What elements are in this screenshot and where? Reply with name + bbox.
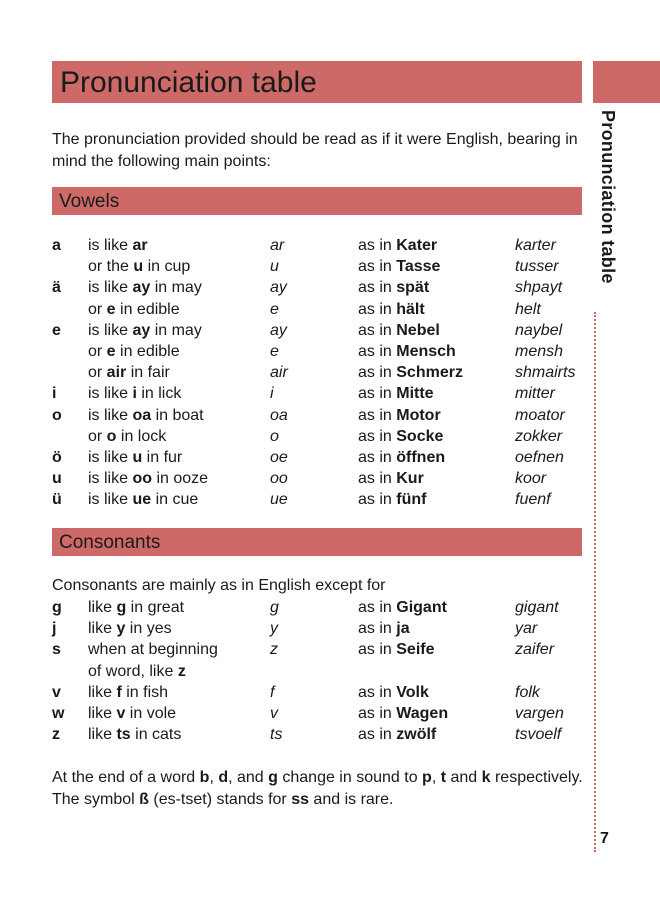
consonants-heading-bar [52, 528, 582, 556]
outro-bold: g [268, 769, 278, 786]
description-key: air [106, 364, 127, 382]
description [88, 703, 176, 724]
example-prefix: as in [358, 385, 397, 403]
outro-bold: b [199, 769, 210, 786]
description-text: in fish [121, 683, 169, 701]
description-text: in may [150, 279, 202, 297]
description-text: is like [88, 321, 133, 339]
example-prefix: as in [358, 258, 397, 276]
table-row [52, 426, 592, 447]
consonants-heading: Consonants [59, 532, 161, 553]
example-word: Seife [396, 641, 435, 659]
example-word: Kater [396, 237, 438, 254]
outro-text: respectively. The symbol [52, 769, 583, 808]
example [358, 618, 410, 639]
table-row [52, 447, 592, 468]
dotted-margin-rule [594, 312, 596, 852]
description-text: like [88, 683, 117, 701]
description-key: v [116, 705, 126, 722]
example [358, 299, 425, 320]
example-prefix: as in [358, 620, 397, 638]
description-text: in ooze [152, 470, 209, 488]
pronunciation: naybel [515, 321, 563, 339]
sound-symbol: e [270, 300, 279, 318]
outro-text: and [446, 769, 482, 786]
example [358, 489, 426, 510]
example [358, 724, 436, 745]
pronunciation: yar [515, 620, 538, 638]
letter: ü [52, 491, 62, 509]
outro-bold: k [481, 769, 491, 786]
table-row [52, 489, 592, 510]
pronunciation: mensh [515, 343, 564, 360]
sound-symbol: f [270, 683, 275, 701]
example [358, 447, 445, 468]
description-text: in vole [125, 705, 177, 722]
letter: u [52, 470, 62, 488]
description-key: z [177, 662, 186, 680]
pronunciation: mitter [515, 385, 555, 403]
description [88, 426, 166, 447]
description-text: in cats [130, 726, 182, 744]
description-key: oa [132, 406, 152, 424]
pronunciation: shmairts [515, 364, 576, 382]
pronunciation: oefnen [515, 449, 564, 466]
description-text: in great [126, 599, 185, 616]
example [358, 426, 443, 447]
outro-bold: p [422, 769, 432, 786]
example-prefix: as in [358, 406, 397, 424]
description-text: in lock [116, 427, 167, 445]
example-prefix: as in [358, 364, 397, 382]
table-row [52, 468, 592, 489]
description-key: e [106, 343, 116, 360]
table-row [52, 277, 592, 298]
example-word: hält [396, 300, 425, 318]
pronunciation: moator [515, 406, 565, 424]
example [358, 682, 429, 703]
pronunciation: shpayt [515, 279, 563, 297]
pronunciation: zokker [515, 427, 563, 445]
outro-bold: ß [139, 791, 149, 808]
sound-symbol: z [270, 641, 278, 659]
example [358, 383, 434, 404]
description [88, 320, 202, 341]
example [358, 235, 437, 256]
description [88, 405, 204, 426]
letter: s [52, 641, 61, 659]
table-row [52, 405, 592, 426]
example-word: Wagen [396, 705, 449, 722]
example [358, 256, 440, 277]
description-text: or the [88, 258, 134, 276]
outro-bold: ss [291, 791, 309, 808]
example-word: Mitte [396, 385, 434, 403]
example-word: öffnen [396, 449, 446, 466]
description [88, 362, 170, 383]
description-text: when at beginning [88, 641, 218, 659]
description-key: ay [132, 321, 151, 339]
sound-symbol: air [270, 364, 288, 382]
sound-symbol: oa [270, 406, 288, 424]
example-word: Socke [396, 427, 444, 445]
description-text: like [88, 705, 117, 722]
description-text: in boat [151, 406, 204, 424]
example [358, 341, 456, 362]
intro-paragraph: The pronunciation provided should be read as if it were English, bearing in mind the following main points: [52, 131, 578, 170]
description-text: or [88, 427, 107, 445]
table-row [52, 362, 592, 383]
description [88, 447, 182, 468]
example-word: Volk [396, 683, 429, 701]
outro-text: , [431, 769, 441, 786]
description-text: or [88, 343, 107, 360]
side-tab-marker [593, 61, 660, 103]
sound-symbol: v [270, 705, 278, 722]
description [88, 489, 198, 510]
letter: j [52, 620, 57, 638]
outro-text: and is rare. [308, 791, 394, 808]
description [88, 341, 180, 362]
table-row [52, 618, 592, 639]
description-key: f [116, 683, 122, 701]
pronunciation: tsvoelf [515, 726, 562, 744]
table-row [52, 639, 592, 660]
table-row [52, 256, 592, 277]
table-row [52, 597, 592, 618]
example [358, 468, 424, 489]
sound-symbol: ts [270, 726, 283, 744]
sound-symbol: ay [270, 279, 287, 297]
description [88, 299, 180, 320]
example-prefix: as in [358, 300, 397, 318]
table-row [52, 341, 592, 362]
outro-text: (es-tset) stands for [148, 791, 292, 808]
sound-symbol: o [270, 427, 279, 445]
description-key: ar [132, 237, 148, 254]
table-row [52, 320, 592, 341]
description-key: ay [132, 279, 151, 297]
vowels-heading: Vowels [59, 191, 120, 212]
description-text: in edible [115, 343, 180, 360]
outro-text: , and [228, 769, 269, 786]
table-row [52, 661, 592, 682]
description [88, 256, 190, 277]
description-text: is like [88, 385, 133, 403]
description-key: ue [132, 491, 152, 509]
description-text: of word, like [88, 662, 178, 680]
description-key: oo [132, 470, 152, 488]
sound-symbol: y [270, 620, 278, 638]
example-word: Schmerz [396, 364, 463, 382]
example [358, 597, 447, 618]
pronunciation: gigant [515, 599, 559, 616]
pronunciation: fuenf [515, 491, 551, 509]
description-key: u [133, 258, 144, 276]
example-prefix: as in [358, 237, 397, 254]
description-text: like [88, 599, 117, 616]
sound-symbol: u [270, 258, 279, 276]
description [88, 682, 168, 703]
outro-text: , [209, 769, 219, 786]
table-row [52, 383, 592, 404]
table-row [52, 703, 592, 724]
letter: ö [52, 449, 62, 466]
sound-symbol: ar [270, 237, 285, 254]
description [88, 235, 148, 256]
description-text: in fair [126, 364, 170, 382]
table-row [52, 235, 592, 256]
description-text: like [88, 726, 117, 744]
example-prefix: as in [358, 470, 397, 488]
description-key: g [116, 599, 127, 616]
description-key: u [132, 449, 143, 466]
example-prefix: as in [358, 321, 397, 339]
running-side-title: Pronunciation table [598, 110, 618, 284]
description-text: is like [88, 470, 133, 488]
pronunciation: helt [515, 300, 541, 318]
letter: v [52, 683, 61, 701]
description [88, 468, 208, 489]
example [358, 639, 435, 660]
letter: i [52, 385, 57, 403]
example-prefix: as in [358, 641, 397, 659]
description [88, 277, 202, 298]
example-word: Mensch [396, 343, 456, 360]
example [358, 277, 429, 298]
letter: o [52, 406, 62, 424]
letter: w [52, 705, 65, 722]
outro-bold: t [440, 769, 447, 786]
example-word: Tasse [396, 258, 441, 276]
description-text: in fur [142, 449, 183, 466]
description-text: in yes [125, 620, 172, 638]
consonants-intro: Consonants are mainly as in English except for [52, 577, 386, 594]
description-key: i [132, 385, 137, 403]
pronunciation: tusser [515, 258, 559, 276]
description-text: is like [88, 449, 133, 466]
example-prefix: as in [358, 427, 397, 445]
description [88, 383, 181, 404]
description-text: like [88, 620, 117, 638]
description-key: ts [116, 726, 131, 744]
sound-symbol: oe [270, 449, 288, 466]
description-text: in may [150, 321, 202, 339]
pronunciation: karter [515, 237, 556, 254]
sound-symbol: oo [270, 470, 288, 488]
description-text: or [88, 364, 107, 382]
table-row [52, 299, 592, 320]
letter: e [52, 321, 61, 339]
closing-paragraph [52, 767, 592, 811]
example-prefix: as in [358, 449, 397, 466]
example-word: Gigant [396, 599, 447, 616]
example [358, 362, 463, 383]
outro-text: change in sound to [277, 769, 423, 786]
pronunciation: vargen [515, 705, 564, 722]
description-key: o [106, 427, 117, 445]
example-prefix: as in [358, 279, 397, 297]
letter: a [52, 237, 61, 254]
example-prefix: as in [358, 599, 397, 616]
description [88, 661, 186, 682]
sound-symbol: ay [270, 321, 287, 339]
description-text: in cue [151, 491, 199, 509]
sound-symbol: e [270, 343, 279, 360]
table-row [52, 724, 592, 745]
vowels-heading-bar [52, 187, 582, 215]
example [358, 703, 448, 724]
description-text: in lick [136, 385, 182, 403]
example-prefix: as in [358, 726, 397, 744]
sound-symbol: ue [270, 491, 288, 509]
sound-symbol: i [270, 385, 274, 403]
description [88, 597, 184, 618]
example-prefix: as in [358, 683, 397, 701]
example-word: ja [396, 620, 410, 638]
example-word: zwölf [396, 726, 437, 744]
example-prefix: as in [358, 491, 397, 509]
example-word: Motor [396, 406, 441, 424]
description-text: in cup [143, 258, 191, 276]
description-key: e [106, 300, 116, 318]
description-text: is like [88, 279, 133, 297]
description [88, 639, 218, 660]
description [88, 618, 172, 639]
page-number: 7 [600, 830, 609, 847]
example [358, 320, 440, 341]
description-text: in edible [115, 300, 180, 318]
pronunciation: koor [515, 470, 547, 488]
pronunciation: zaifer [515, 641, 555, 659]
description-text: is like [88, 491, 133, 509]
letter: g [52, 599, 62, 616]
pronunciation: folk [515, 683, 540, 701]
example-word: Nebel [396, 321, 440, 339]
outro-text: At the end of a word [52, 769, 200, 786]
description-text: is like [88, 406, 133, 424]
example-prefix: as in [358, 705, 397, 722]
outro-bold: d [218, 769, 229, 786]
description-key: y [116, 620, 126, 638]
page-title: Pronunciation table [60, 66, 317, 99]
table-row [52, 682, 592, 703]
description [88, 724, 181, 745]
description-text: or [88, 300, 107, 318]
example-word: Kur [396, 470, 424, 488]
description-text: is like [88, 237, 133, 254]
letter: z [52, 726, 60, 744]
example [358, 405, 441, 426]
title-bar [52, 61, 582, 103]
example-word: fünf [396, 491, 427, 509]
example-word: spät [396, 279, 430, 297]
sound-symbol: g [270, 599, 279, 616]
example-prefix: as in [358, 343, 397, 360]
letter: ä [52, 279, 61, 297]
